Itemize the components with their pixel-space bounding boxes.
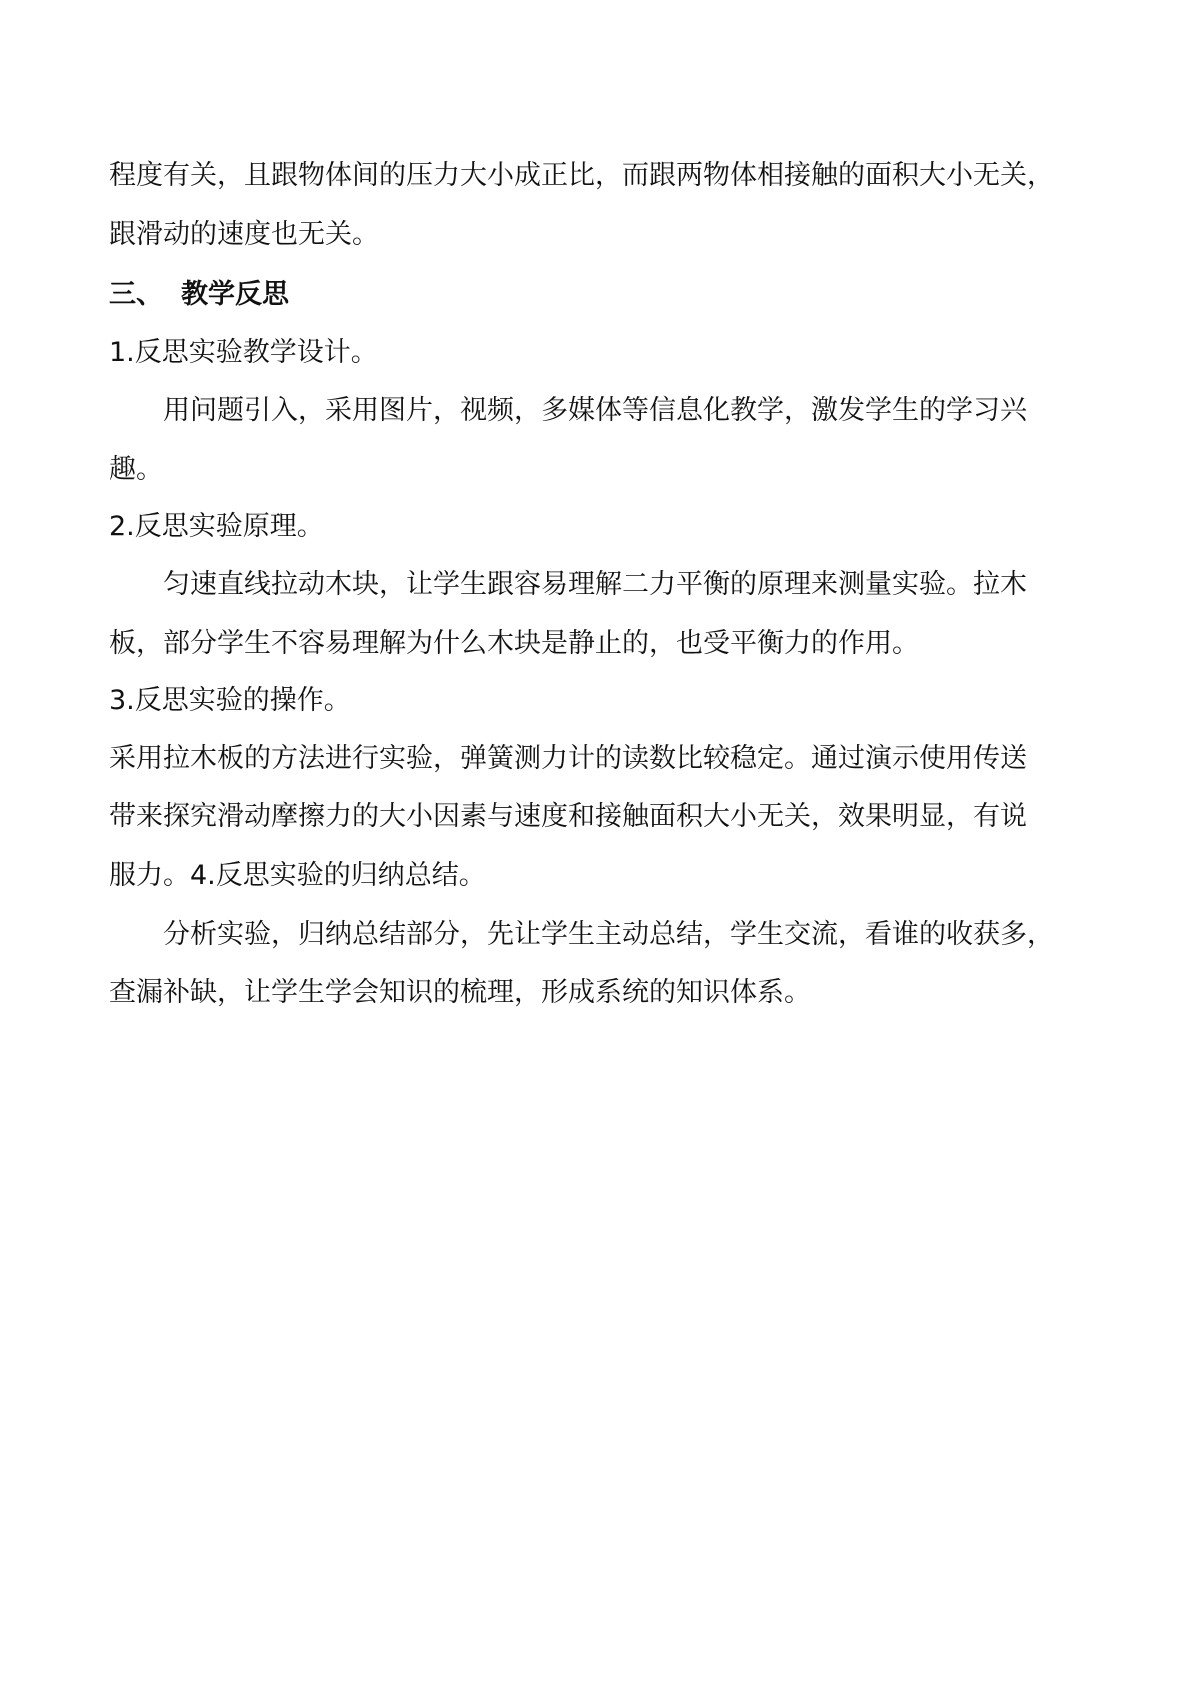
paragraph-line: 分析实验，归纳总结部分，先让学生主动总结，学生交流，看谁的收获多， (163, 919, 1054, 950)
paragraph-line: 跟滑动的速度也无关。 (109, 219, 379, 250)
paragraph-line: 板，部分学生不容易理解为什么木块是静止的，也受平衡力的作用。 (109, 628, 919, 659)
paragraph-line: 趣。 (109, 454, 163, 485)
section-heading-text: 教学反思 (181, 279, 289, 310)
subsection-title: 1.反思实验教学设计。 (109, 337, 378, 368)
subsection-title: 3.反思实验的操作。 (109, 685, 351, 716)
paragraph-line: 采用拉木板的方法进行实验，弹簧测力计的读数比较稳定。通过演示使用传送 (109, 743, 1027, 774)
paragraph-line: 带来探究滑动摩擦力的大小因素与速度和接触面积大小无关，效果明显，有说 (109, 801, 1027, 832)
subsection-title: 2.反思实验原理。 (109, 511, 324, 542)
paragraph-line: 匀速直线拉动木块，让学生跟容易理解二力平衡的原理来测量实验。拉木 (163, 569, 1027, 600)
paragraph-line: 程度有关，且跟物体间的压力大小成正比，而跟两物体相接触的面积大小无关， (109, 160, 1054, 191)
paragraph-line: 服力。4.反思实验的归纳总结。 (109, 860, 486, 891)
section-heading-number: 三、 (109, 279, 163, 310)
paragraph-line: 用问题引入，采用图片，视频，多媒体等信息化教学，激发学生的学习兴 (163, 395, 1027, 426)
paragraph-line: 查漏补缺，让学生学会知识的梳理，形成系统的知识体系。 (109, 977, 811, 1008)
section-heading (109, 281, 289, 308)
